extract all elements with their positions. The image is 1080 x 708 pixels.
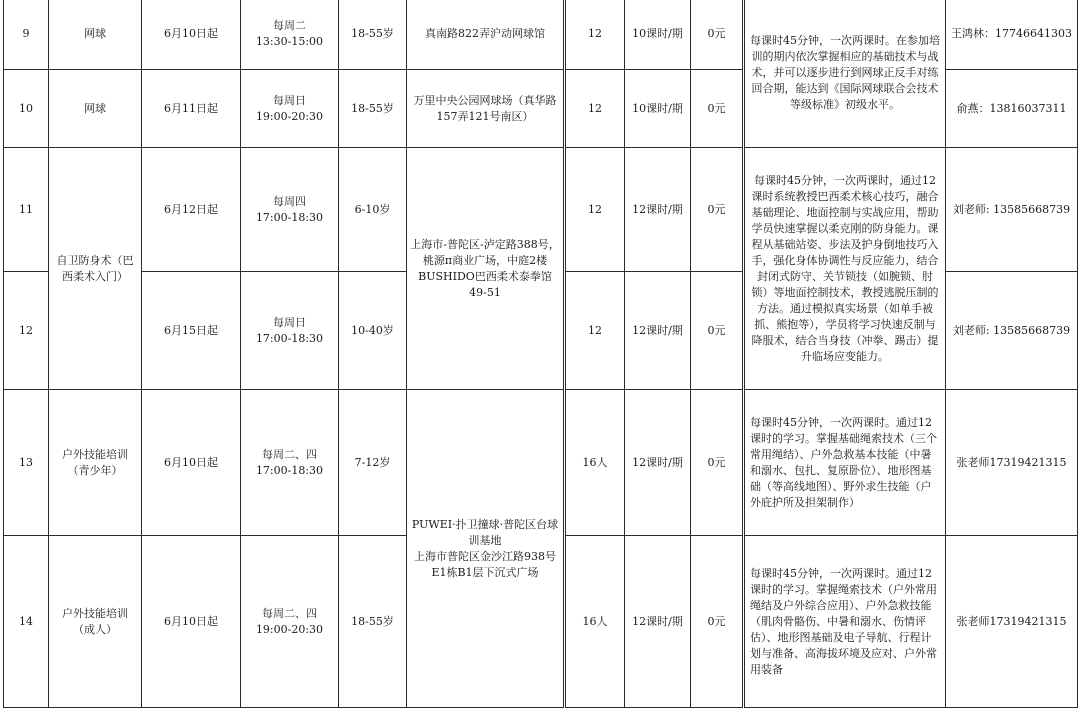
- start-date: 6月10日起: [142, 0, 241, 70]
- quota: 12: [565, 272, 625, 390]
- start-date: 6月11日起: [142, 70, 241, 148]
- age-range: 6-10岁: [339, 148, 407, 272]
- fee: 0元: [691, 390, 744, 536]
- quota: 12: [565, 148, 625, 272]
- row-no: 14: [4, 536, 49, 708]
- fee: 0元: [691, 148, 744, 272]
- start-date: 6月10日起: [142, 536, 241, 708]
- quota: 12: [565, 0, 625, 70]
- contact: 张老师17319421315: [946, 390, 1078, 536]
- course-description: 每课时45分钟，一次两课时，通过12课时系统教授巴西柔术核心技巧，融合基础理论、地面控制与实战应用，帮助学员快速掌握以柔克刚的防身能力。课程从基础站姿、步法及护身倒地技巧入手，强化身体协调性与反应能力，结合封闭式防守、关节锁技（如腕锁、肘锁）等地面控制技术，教授逃脱压制的方法。通过模拟真实场景（如单手被抓、熊抱等），学员将学习快速反制与降服术，结合当身技（冲拳、踢击）提升临场应变能力。: [744, 148, 946, 390]
- fee: 0元: [691, 70, 744, 148]
- class-time: 每周二 13:30-15:00: [241, 0, 339, 70]
- class-time: 每周二、四 19:00-20:30: [241, 536, 339, 708]
- row-no: 12: [4, 272, 49, 390]
- class-time: 每周二、四 17:00-18:30: [241, 390, 339, 536]
- course-description: 每课时45分钟，一次两课时。通过12课时的学习。掌握基础绳索技术（三个常用绳结）、户外急救基本技能（中暑和溺水、包扎、复原卧位）、地形图基础（等高线地图）、野外求生技能（户外庇护所及担架制作）: [744, 390, 946, 536]
- course-item: 网球: [49, 70, 142, 148]
- course-item: 户外技能培训 （青少年）: [49, 390, 142, 536]
- course-item: 自卫防身术（巴西柔术入门）: [49, 148, 142, 390]
- course-item: 户外技能培训 （成人）: [49, 536, 142, 708]
- row-no: 10: [4, 70, 49, 148]
- age-range: 18-55岁: [339, 536, 407, 708]
- contact: 俞燕：13816037311: [946, 70, 1078, 148]
- row-no: 13: [4, 390, 49, 536]
- fee: 0元: [691, 536, 744, 708]
- class-time: 每周日 19:00-20:30: [241, 70, 339, 148]
- fee: 0元: [691, 0, 744, 70]
- hours: 12课时/期: [625, 536, 691, 708]
- hours: 12课时/期: [625, 272, 691, 390]
- table-row: [4, 0, 1078, 70]
- fee: 0元: [691, 272, 744, 390]
- venue: 上海市-普陀区-泸定路388号，桃源π商业广场，中庭2楼BUSHIDO巴西柔术泰拳馆49-51: [407, 148, 565, 390]
- course-description: 每课时45分钟，一次两课时。在参加培训的期内依次掌握相应的基础技术与战术，并可以逐步进行到网球正反手对练回合期，能达到《国际网球联合会技术等级标准》初级水平。: [744, 0, 946, 148]
- quota: 16人: [565, 390, 625, 536]
- table-row: [4, 148, 1078, 272]
- class-time: 每周日 17:00-18:30: [241, 272, 339, 390]
- table-row: [4, 390, 1078, 536]
- start-date: 6月10日起: [142, 390, 241, 536]
- course-item: 网球: [49, 0, 142, 70]
- age-range: 18-55岁: [339, 70, 407, 148]
- start-date: 6月15日起: [142, 272, 241, 390]
- quota: 16人: [565, 536, 625, 708]
- hours: 10课时/期: [625, 70, 691, 148]
- age-range: 18-55岁: [339, 0, 407, 70]
- hours: 12课时/期: [625, 148, 691, 272]
- row-no: 9: [4, 0, 49, 70]
- contact: 张老师17319421315: [946, 536, 1078, 708]
- course-description: 每课时45分钟，一次两课时。通过12课时的学习。掌握绳索技术（户外常用绳结及户外综合应用）、户外急救技能（肌肉骨骼伤、中暑和溺水、伤情评估）、地形图基础及电子导航、行程计划与准备、高海拔环境及应对、户外常用装备: [744, 536, 946, 708]
- venue: PUWEI·扑卫撞球·普陀区台球训基地 上海市普陀区金沙江路938号E1栋B1层下沉式广场: [407, 390, 565, 708]
- venue: 真南路822弄沪动网球馆: [407, 0, 565, 70]
- contact: 刘老师: 13585668739: [946, 148, 1078, 272]
- row-no: 11: [4, 148, 49, 272]
- start-date: 6月12日起: [142, 148, 241, 272]
- age-range: 7-12岁: [339, 390, 407, 536]
- venue: 万里中央公园网球场（真华路157弄121号南区）: [407, 70, 565, 148]
- contact: 王鸿林：17746641303: [946, 0, 1078, 70]
- quota: 12: [565, 70, 625, 148]
- hours: 10课时/期: [625, 0, 691, 70]
- course-table: [3, 0, 1078, 708]
- hours: 12课时/期: [625, 390, 691, 536]
- age-range: 10-40岁: [339, 272, 407, 390]
- class-time: 每周四 17:00-18:30: [241, 148, 339, 272]
- contact: 刘老师: 13585668739: [946, 272, 1078, 390]
